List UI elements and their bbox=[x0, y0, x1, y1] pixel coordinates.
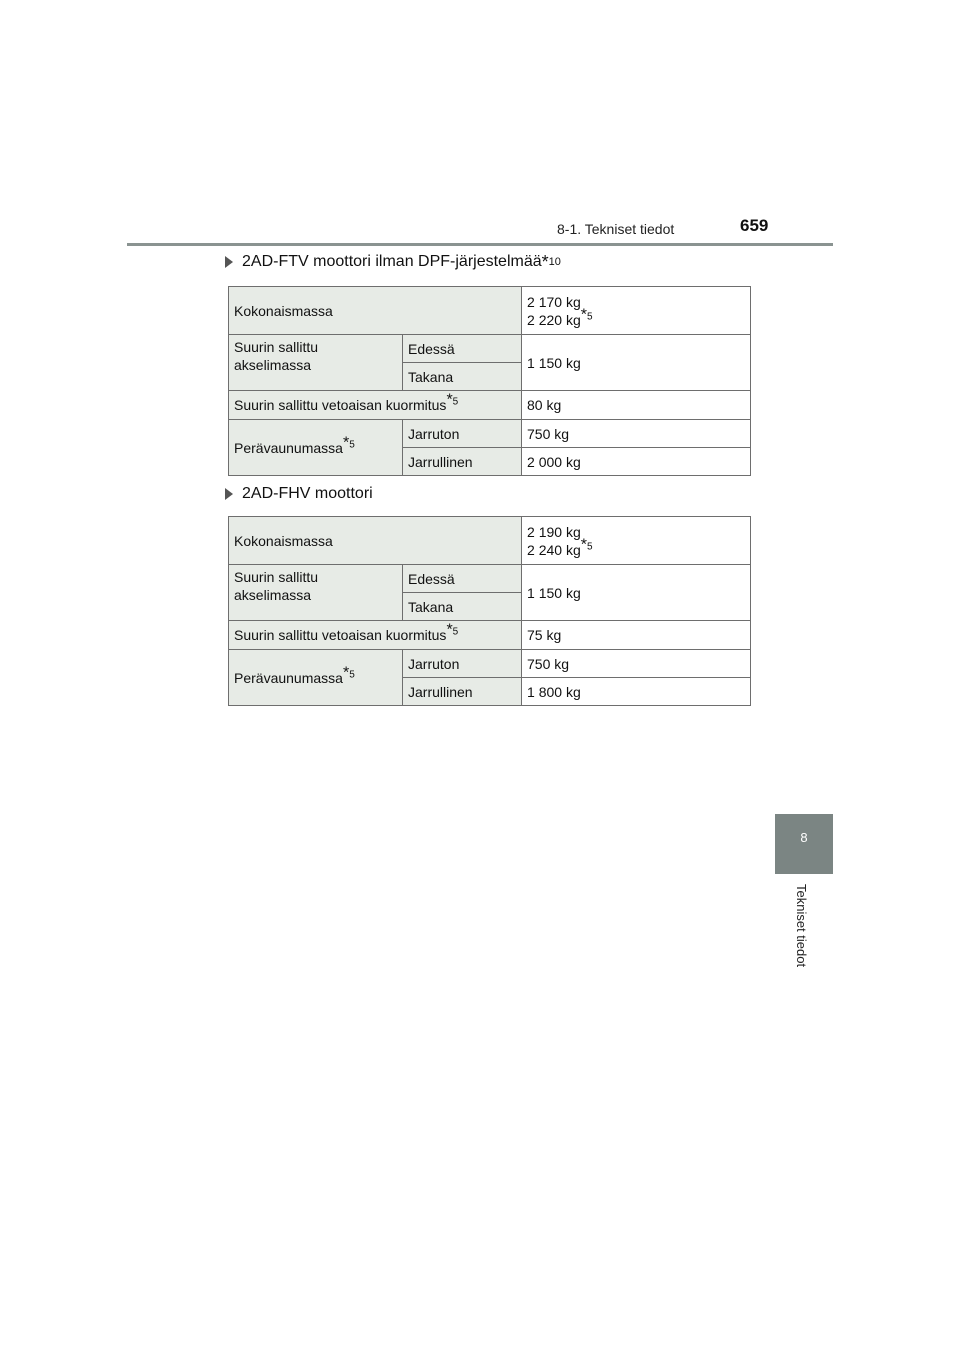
table-cell: 2 170 kg 2 220 kg*$^5$ bbox=[522, 287, 751, 335]
section-heading-text: 2AD-FHV moottori bbox=[242, 485, 373, 502]
table-cell: Perävaunumassa*$^5$ bbox=[229, 420, 403, 476]
section-heading-fhv bbox=[225, 485, 373, 503]
table-cell: Perävaunumassa*$^5$ bbox=[229, 650, 403, 706]
table-cell: 1 150 kg bbox=[522, 565, 751, 621]
table-cell: Suurin sallittu vetoaisan kuormitus*$^5$ bbox=[229, 621, 522, 650]
table-row bbox=[229, 420, 751, 448]
spec-table-ftv bbox=[228, 286, 751, 476]
table-cell: 2 000 kg bbox=[522, 448, 751, 476]
table-cell: Takana bbox=[403, 363, 522, 391]
table-cell: Takana bbox=[403, 593, 522, 621]
table-cell: Jarruton bbox=[403, 420, 522, 448]
bullet-triangle-icon bbox=[225, 256, 233, 268]
table-row bbox=[229, 391, 751, 420]
table-row bbox=[229, 650, 751, 678]
chapter-title: Tekniset tiedot bbox=[794, 884, 809, 968]
bullet-triangle-icon bbox=[225, 488, 233, 500]
header-divider bbox=[127, 243, 833, 246]
table-row bbox=[229, 335, 751, 363]
table-row bbox=[229, 621, 751, 650]
table-cell: Kokonaismassa bbox=[229, 517, 522, 565]
table-cell: 75 kg bbox=[522, 621, 751, 650]
table-row bbox=[229, 287, 751, 335]
section-title: 8-1. Tekniset tiedot bbox=[557, 221, 675, 237]
table-cell: 1 150 kg bbox=[522, 335, 751, 391]
table-cell: 1 800 kg bbox=[522, 678, 751, 706]
table-cell: Edessä bbox=[403, 565, 522, 593]
table-cell: 2 190 kg 2 240 kg*$^5$ bbox=[522, 517, 751, 565]
table-cell: Suurin sallittu akselimassa bbox=[229, 335, 403, 391]
table-cell: Jarrullinen bbox=[403, 678, 522, 706]
table-cell: Edessä bbox=[403, 335, 522, 363]
table-cell: Jarruton bbox=[403, 650, 522, 678]
spec-table-fhv bbox=[228, 516, 751, 706]
table-cell: 750 kg bbox=[522, 650, 751, 678]
table-cell: Suurin sallittu vetoaisan kuormitus*$^5$ bbox=[229, 391, 522, 420]
table-row bbox=[229, 517, 751, 565]
table-row bbox=[229, 565, 751, 593]
section-heading-ftv: 2AD-FTV moottori ilman DPF-järjestelmää * 10 bbox=[225, 253, 561, 271]
table-cell: Kokonaismassa bbox=[229, 287, 522, 335]
table-cell: 750 kg bbox=[522, 420, 751, 448]
table-cell: 80 kg bbox=[522, 391, 751, 420]
page-number: 659 bbox=[740, 216, 769, 235]
chapter-number: 8 bbox=[800, 830, 808, 845]
table-cell: Jarrullinen bbox=[403, 448, 522, 476]
table-cell: Suurin sallittu akselimassa bbox=[229, 565, 403, 621]
section-heading-text: 2AD-FTV moottori ilman DPF-järjestelmää bbox=[242, 253, 542, 270]
